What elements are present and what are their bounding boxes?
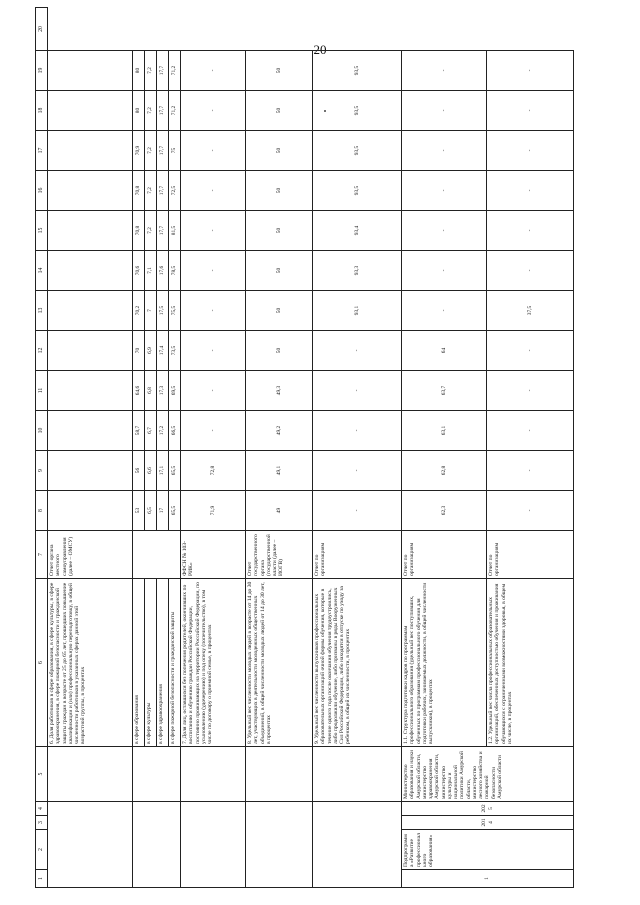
- table-body: [36, 8, 574, 888]
- program-number: 1: [402, 870, 574, 888]
- value-cell: 93,5: [313, 171, 402, 211]
- value-cell: -: [181, 411, 246, 451]
- value-cell: 17,7: [157, 51, 169, 91]
- indicator-cell: 1.2. Удельный вес числа профессиональных образовательных организаций, обеспеченных доступностью обучения и проживания обучающихся с ограниченными возможностями здоровья, в общем их числе, в процентах: [487, 579, 574, 747]
- indicators-table: [35, 7, 574, 888]
- header-cell: 18: [36, 91, 48, 131]
- value-cell: -: [402, 291, 487, 331]
- source-cell: ФФСН № 103-РИК»: [181, 531, 246, 579]
- value-cell: 70,8: [133, 211, 145, 251]
- indicator-cell: 1.1. Структура подготовки кадров по программам профессионального образования (удельный вес поступивших, обученных по программам профессионального обучения для подготовки рабочих, занимаемых должности, в общей численности выпускников), в процентах: [402, 579, 487, 747]
- empty-cell: [246, 747, 313, 802]
- value-cell: 37,5: [487, 291, 574, 331]
- value-cell: -: [181, 291, 246, 331]
- value-cell: -: [181, 251, 246, 291]
- value-cell: -: [402, 171, 487, 211]
- header-cell: 3: [36, 816, 48, 830]
- value-cell: 17,2: [157, 411, 169, 451]
- value-cell: 62,8: [402, 451, 487, 491]
- value-cell: 7,2: [145, 171, 157, 211]
- table-row: [181, 8, 246, 888]
- value-cell: 93,4: [313, 211, 402, 251]
- value-cell: 6,6: [145, 451, 157, 491]
- value-cell: [48, 451, 133, 491]
- program-year-end: 2025: [402, 802, 574, 816]
- value-cell: 17,4: [157, 331, 169, 371]
- table-row: [313, 8, 402, 888]
- header-cell: 8: [36, 491, 48, 531]
- value-cell: 71,9: [181, 491, 246, 531]
- value-cell: 7,2: [145, 51, 157, 91]
- value-cell: 17,7: [157, 131, 169, 171]
- value-cell: [48, 51, 133, 91]
- value-cell: 70,2: [133, 291, 145, 331]
- indicator-cell: 9. Удельный вес численности выпускников профессиональных образовательных организаций очной формы обучения, которые в течение одного года после окончания обучения трудоустроились, либо продолжили обучение, либо призваны в ряды Вооруженных Сил Российской Федерации, либо находятся в отпуске по уходу за ребенком, в общей их численности, в процентах: [313, 579, 402, 747]
- value-cell: 17,6: [157, 251, 169, 291]
- header-cell: 17: [36, 131, 48, 171]
- source-cell: Отчет по организациям: [402, 531, 487, 579]
- indicator-cell: в сфере здравоохранения: [157, 579, 169, 747]
- header-cell: 13: [36, 291, 48, 331]
- value-cell: 70,9: [133, 131, 145, 171]
- value-cell: 81,5: [169, 211, 181, 251]
- value-cell: 80: [133, 91, 145, 131]
- value-cell: [48, 211, 133, 251]
- value-cell: 17,1: [157, 451, 169, 491]
- header-cell: 12: [36, 331, 48, 371]
- value-cell: [48, 91, 133, 131]
- value-cell: -: [181, 371, 246, 411]
- empty-cell: [313, 802, 402, 888]
- header-cell: 20: [36, 8, 48, 51]
- value-cell: 73,5: [169, 331, 181, 371]
- value-cell: 50: [246, 131, 313, 171]
- value-cell: 62,3: [402, 491, 487, 531]
- value-cell: [48, 491, 133, 531]
- empty-cell: [133, 747, 181, 802]
- value-cell: 78,5: [169, 251, 181, 291]
- value-cell: 50: [246, 211, 313, 251]
- value-cell: 70,8: [133, 171, 145, 211]
- table-row: [133, 8, 145, 888]
- value-cell: 63,1: [402, 411, 487, 451]
- value-cell: 69,5: [169, 371, 181, 411]
- value-cell: -: [313, 371, 402, 411]
- indicator-cell: в сфере культуры: [145, 579, 157, 747]
- value-cell: -: [487, 411, 574, 451]
- indicator-cell: в сфере образования: [133, 579, 145, 747]
- page-number: 20: [313, 42, 327, 57]
- value-cell: 17,7: [157, 211, 169, 251]
- value-cell: -: [181, 91, 246, 131]
- header-cell: 16: [36, 171, 48, 211]
- value-cell: -: [487, 251, 574, 291]
- value-cell: 17,7: [157, 171, 169, 211]
- value-cell: 58,7: [133, 411, 145, 451]
- indicator-cell: в сфере пожарной безопасности и гражданской защиты: [169, 579, 181, 747]
- value-cell: 71,2: [169, 91, 181, 131]
- value-cell: -: [402, 211, 487, 251]
- value-cell: 6,9: [145, 331, 157, 371]
- table-row: [402, 8, 487, 888]
- value-cell: 49,2: [246, 411, 313, 451]
- empty-cell: [133, 802, 181, 888]
- value-cell: 53: [133, 491, 145, 531]
- source-cell: Отчет по организациям: [487, 531, 574, 579]
- value-cell: 17,5: [157, 291, 169, 331]
- header-cell: 2: [36, 830, 48, 870]
- header-cell: 7: [36, 531, 48, 579]
- value-cell: -: [487, 131, 574, 171]
- value-cell: 17,7: [157, 91, 169, 131]
- rotated-table-container: [35, 26, 585, 888]
- header-cell: 9: [36, 451, 48, 491]
- value-cell: 64: [402, 331, 487, 371]
- value-cell: 49,3: [246, 371, 313, 411]
- value-cell: 6,5: [145, 491, 157, 531]
- value-cell: -: [181, 51, 246, 91]
- value-cell: -: [487, 491, 574, 531]
- value-cell: 50: [246, 171, 313, 211]
- header-cell: 10: [36, 411, 48, 451]
- value-cell: [48, 331, 133, 371]
- header-cell: 19: [36, 51, 48, 91]
- empty-cell: [313, 747, 402, 802]
- value-cell: 75,5: [169, 291, 181, 331]
- value-cell: 50: [246, 291, 313, 331]
- rotated-table-area: [35, 26, 585, 888]
- source-cell: [133, 531, 181, 579]
- empty-cell: [181, 747, 246, 802]
- value-cell: 50: [246, 51, 313, 91]
- value-cell: 6,7: [145, 411, 157, 451]
- value-cell: [48, 411, 133, 451]
- value-cell: -: [181, 211, 246, 251]
- value-cell: -: [313, 411, 402, 451]
- value-cell: -: [402, 251, 487, 291]
- source-cell: Отчет по организациям: [313, 531, 402, 579]
- value-cell: 75: [169, 131, 181, 171]
- value-cell: [48, 251, 133, 291]
- value-cell: -: [487, 91, 574, 131]
- header-cell: 1: [36, 870, 48, 888]
- value-cell: 7,1: [145, 251, 157, 291]
- value-cell: 50: [246, 331, 313, 371]
- empty-cell: [181, 802, 246, 888]
- value-cell: 93,3: [313, 251, 402, 291]
- value-cell: -: [487, 331, 574, 371]
- value-cell: -: [402, 91, 487, 131]
- empty-cell: [48, 747, 133, 802]
- header-cell: 15: [36, 211, 48, 251]
- source-cell: Отчет органа местного самоуправления (далее – ОМСУ): [48, 531, 133, 579]
- value-cell: 93,5: [313, 91, 402, 131]
- value-cell: 56: [133, 451, 145, 491]
- value-cell: 63,7: [402, 371, 487, 411]
- value-cell: 66,5: [169, 411, 181, 451]
- value-cell: -: [181, 131, 246, 171]
- value-cell: 80: [133, 51, 145, 91]
- value-cell: -: [487, 171, 574, 211]
- header-cell: 14: [36, 251, 48, 291]
- value-cell: 65,5: [169, 491, 181, 531]
- program-year-start: 2014: [402, 816, 574, 830]
- indicator-cell: 8. Удельный вес численности молодых людей в возрасте от 14 до 30 лет, участвующих в деятельности молодежных общественных объединений, в общей численности молодых людей от 14 до 30 лет, в процентах: [246, 579, 313, 747]
- source-cell: Отчет государственного органа (государственной власти (далее – ИОГВ): [246, 531, 313, 579]
- value-cell: -: [313, 491, 402, 531]
- table-row: [246, 8, 313, 888]
- value-cell: 50: [246, 91, 313, 131]
- indicator-cell: 7. Доля лиц, оставшихся без попечения родителей, окончивших по воспитанию и обучению граждан Российской Федерации, постоянно проживающих на территории Российской Федерации, по усыновлению (удочерению) и под опеку (попечительство), в том числе по договору о приемной семье, в процентах: [181, 579, 246, 747]
- header-cell: 11: [36, 371, 48, 411]
- value-cell: -: [181, 171, 246, 211]
- value-cell: -: [487, 51, 574, 91]
- value-cell: 7,2: [145, 91, 157, 131]
- value-cell: 65,5: [169, 451, 181, 491]
- value-cell: 50: [246, 251, 313, 291]
- value-cell: 70: [133, 331, 145, 371]
- value-cell: 72,8: [181, 451, 246, 491]
- value-cell: -: [487, 211, 574, 251]
- value-cell: 70,6: [133, 251, 145, 291]
- value-cell: 7: [145, 291, 157, 331]
- value-cell: 93,1: [313, 291, 402, 331]
- program-name: Подпрограмма «Развитие профессионального образования»: [402, 830, 574, 870]
- value-cell: 17,3: [157, 371, 169, 411]
- value-cell: [48, 131, 133, 171]
- program-executor: Министерство образования и науки Амурской области, министерство здравоохранения Амурской области, министерство культуры и национальной политики Амурской области, министерство лесного хозяйства и пожарной безопасности Амурской области: [402, 747, 574, 802]
- empty-cell: [246, 802, 313, 888]
- value-cell: 7,2: [145, 211, 157, 251]
- value-cell: 6,8: [145, 371, 157, 411]
- value-cell: -: [487, 451, 574, 491]
- value-cell: 72,5: [169, 171, 181, 211]
- value-cell: 49: [246, 491, 313, 531]
- header-row: [36, 8, 48, 888]
- value-cell: -: [402, 131, 487, 171]
- value-cell: 7,2: [145, 131, 157, 171]
- value-cell: -: [487, 371, 574, 411]
- value-cell: [48, 171, 133, 211]
- value-cell: -: [402, 51, 487, 91]
- header-cell: 4: [36, 802, 48, 816]
- value-cell: 71,2: [169, 51, 181, 91]
- value-cell: -: [181, 331, 246, 371]
- value-cell: 17: [157, 491, 169, 531]
- value-cell: -: [313, 451, 402, 491]
- header-cell: 6: [36, 579, 48, 747]
- header-cell: 5: [36, 747, 48, 802]
- value-cell: 93,5: [313, 51, 402, 91]
- value-cell: -: [313, 331, 402, 371]
- value-cell: 64,6: [133, 371, 145, 411]
- table-row: [48, 8, 133, 888]
- value-cell: [48, 291, 133, 331]
- value-cell: 49,1: [246, 451, 313, 491]
- empty-cell: [48, 802, 133, 888]
- value-cell: 93,5: [313, 131, 402, 171]
- value-cell: [48, 371, 133, 411]
- indicator-cell: 6. Доля работников в сфере образования, в сфере культуры, в сфере здравоохранения, в сфере пожарной безопасности и гражданской защиты граждан в возрасте от 25 до 65 лет, прошедших повышение квалификации и (или) профессиональную переподготовку, в общей численности работников в указанных сферах данной этой возрастной группы, в процентах: [48, 579, 133, 747]
